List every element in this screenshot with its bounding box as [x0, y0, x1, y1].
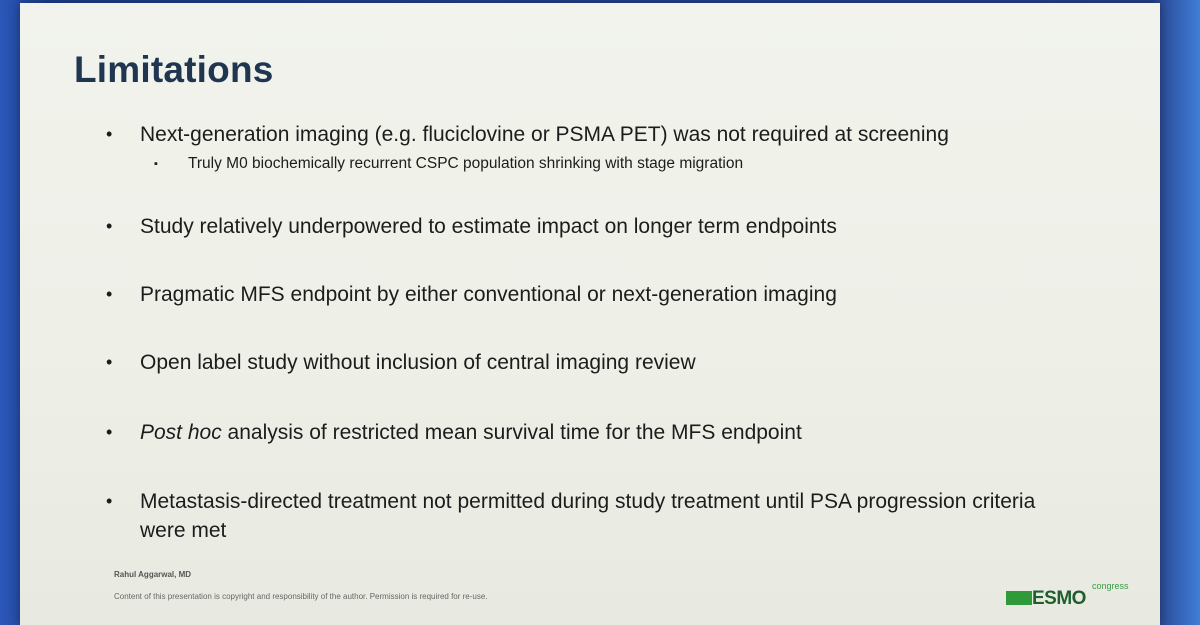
bullet-item-2	[106, 212, 1070, 241]
bullet-item-5	[106, 418, 1070, 447]
sub-bullet-square-icon: ▪	[154, 158, 158, 170]
logo-green-block-icon	[1006, 591, 1032, 605]
sub-bullet-item-1	[154, 154, 1068, 174]
logo-wordmark: ESMO	[1032, 588, 1086, 609]
sub-bullet-text: Truly M0 biochemically recurrent CSPC population shrinking with stage migration	[188, 155, 744, 172]
bullet-dot-icon: •	[106, 124, 113, 144]
bullet-dot-icon: •	[106, 422, 113, 442]
bullet-text: Next-generation imaging (e.g. fluciclovine or PSMA PET) was not required at screening	[140, 123, 949, 146]
bullet-dot-icon: •	[106, 284, 113, 304]
bullet-dot-icon: •	[106, 216, 113, 236]
slide-title: Limitations	[74, 49, 274, 90]
logo-tagline: congress	[1092, 581, 1129, 591]
bullet-item-6	[106, 487, 1070, 545]
bullet-text: Study relatively underpowered to estimate impact on longer term endpoints	[140, 215, 837, 238]
bullet-text: Open label study without inclusion of central imaging review	[140, 351, 696, 374]
footer-copyright: Content of this presentation is copyright and responsibility of the author. Permission is required for re-use.	[114, 592, 488, 601]
bullet-text: analysis of restricted mean survival time for the MFS endpoint	[221, 421, 802, 444]
bullet-item-3	[106, 280, 1070, 309]
bullet-italic-text: Post hoc	[140, 421, 222, 444]
bullet-text: Metastasis-directed treatment not permitted during study treatment until PSA progression criteria were met	[140, 490, 1036, 542]
bullet-dot-icon: •	[106, 352, 113, 372]
bullet-item-1	[106, 120, 1070, 149]
footer-author: Rahul Aggarwal, MD	[114, 570, 192, 579]
bullet-text: Pragmatic MFS endpoint by either conventional or next-generation imaging	[140, 283, 837, 306]
esmo-logo	[1006, 583, 1136, 613]
presentation-slide	[20, 3, 1160, 625]
bullet-dot-icon: •	[106, 491, 113, 511]
bullet-item-4	[106, 348, 1070, 377]
